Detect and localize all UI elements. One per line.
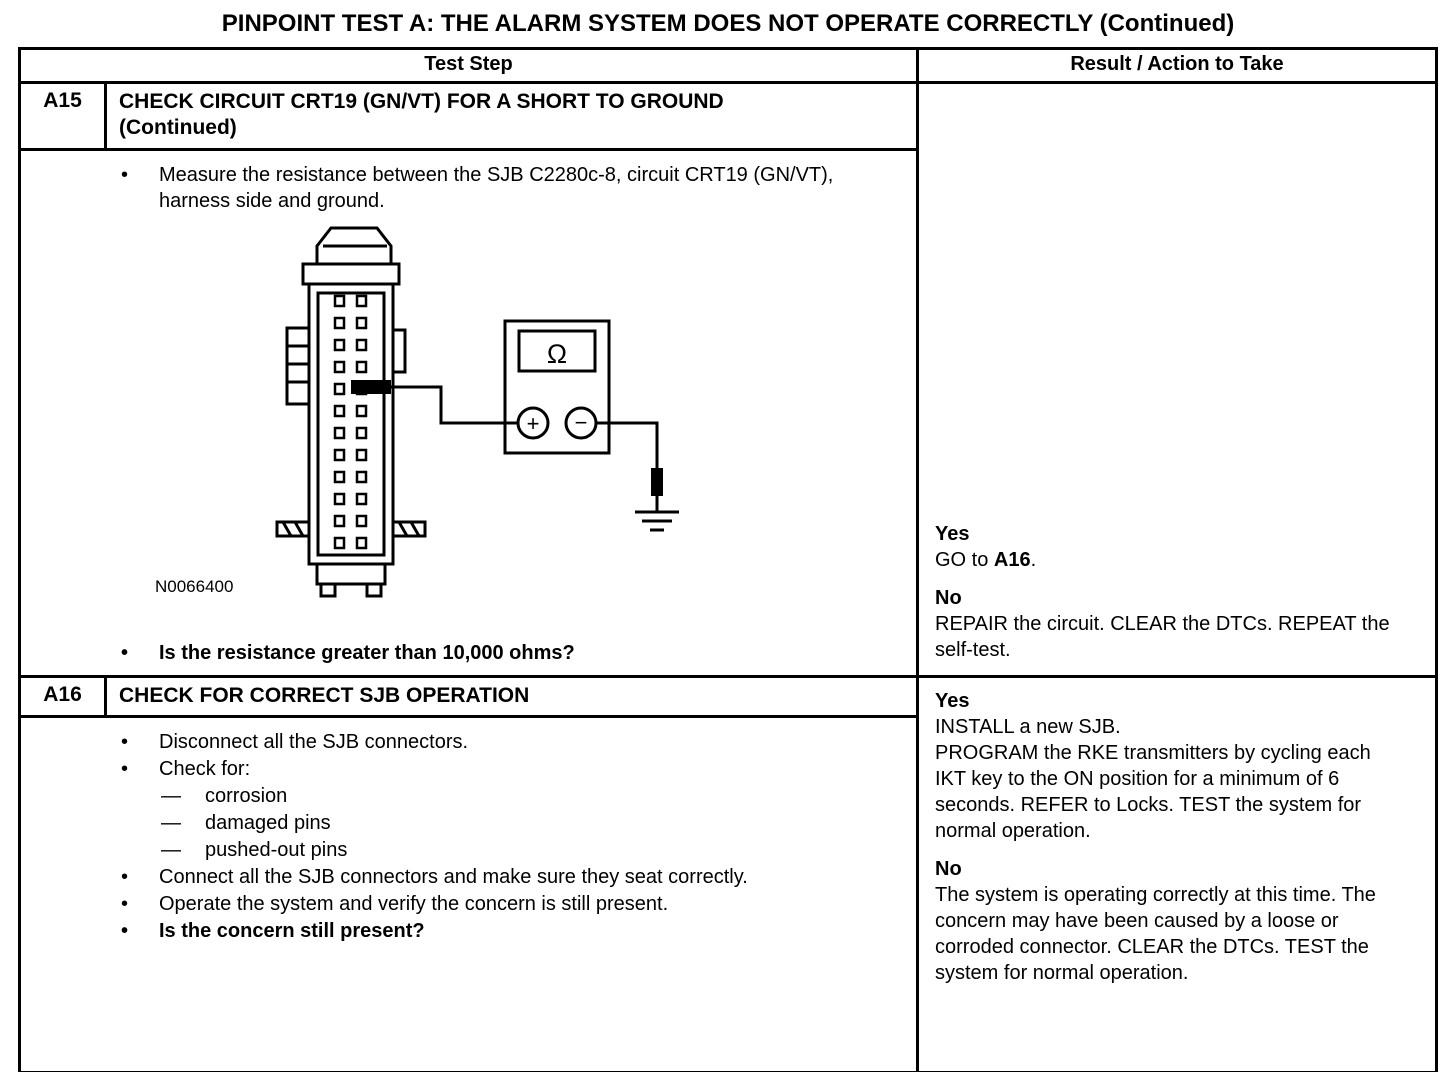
a16-sub-item-text: corrosion [205, 784, 288, 807]
bullet-marker: • [121, 163, 129, 186]
a16-step-text: Connect all the SJB connectors and make sure they seat correctly. [159, 865, 748, 888]
a16-sub-item [29, 810, 906, 836]
a16-step-body [21, 718, 916, 1071]
a15-test-step-cell [21, 84, 919, 675]
plus-terminal-icon: + [526, 410, 540, 436]
a15-step-id: A15 [21, 84, 107, 148]
a15-step-header [21, 84, 916, 151]
a15-step-body [21, 151, 916, 675]
a16-step-title: CHECK FOR CORRECT SJB OPERATION [119, 683, 530, 707]
resistance-measurement-diagram [139, 224, 839, 609]
measurement-lead-wire [391, 387, 517, 423]
dash-marker: — [161, 784, 181, 807]
bullet-marker: • [121, 865, 129, 888]
minus-terminal-icon: − [574, 409, 588, 435]
a15-step-title-line1: CHECK CIRCUIT CRT19 (GN/VT) FOR A SHORT TO GROUND [119, 90, 724, 113]
a16-result-action-cell [919, 678, 1435, 1071]
a16-step-text: Operate the system and verify the concern is still present. [159, 892, 669, 915]
a16-sub-item-text: pushed-out pins [205, 838, 348, 861]
a16-no-action: The system is operating correctly at this time. The concern may have been caused by a loose or corroded connector. CLEAR the DTCs. TEST the system for normal operation. [935, 883, 1376, 984]
column-header-result-action: Result / Action to Take [1070, 53, 1284, 75]
a15-yes-label: Yes [935, 522, 970, 545]
a16-step-text: Check for: [159, 757, 251, 780]
connector-pins [335, 296, 366, 548]
a15-procedure-step-text: Measure the resistance between the SJB C2280c-8, circuit CRT19 (GN/VT), harness side and ground. [159, 163, 834, 212]
a16-sub-item [29, 837, 906, 863]
probe-contact [351, 380, 391, 394]
a16-no-label: No [935, 857, 962, 880]
a15-step-title-line2: (Continued) [119, 116, 237, 140]
a15-procedure-step [29, 162, 906, 214]
a15-yes-action-prefix: GO to [935, 548, 994, 571]
a16-yes-action-line1: INSTALL a new SJB. [935, 715, 1121, 738]
dash-marker: — [161, 811, 181, 834]
a15-yes-action-suffix: . [1030, 548, 1037, 571]
a15-yes-action-step-ref: A16 [993, 548, 1031, 571]
bullet-marker: • [121, 892, 129, 915]
dash-marker: — [161, 838, 181, 861]
a16-question-step [29, 918, 906, 944]
ground-lead-wire [596, 423, 657, 468]
connector-illustration [277, 228, 425, 596]
test-step-a15-section [21, 84, 1435, 678]
bullet-marker: • [121, 919, 129, 942]
a16-procedure-step [29, 729, 906, 755]
omega-symbol: Ω [546, 338, 568, 369]
a15-result-action-cell [919, 84, 1435, 675]
test-step-a16-section [21, 678, 1435, 1071]
column-header-test-step: Test Step [21, 50, 919, 81]
bullet-marker: • [121, 641, 129, 664]
a15-test-figure [29, 224, 906, 626]
a16-procedure-step [29, 864, 906, 890]
a16-step-text: Disconnect all the SJB connectors. [159, 730, 469, 753]
a15-question-step [29, 640, 906, 666]
a16-step-id: A16 [21, 678, 107, 715]
a15-no-action: REPAIR the circuit. CLEAR the DTCs. REPEAT the self-test. [935, 612, 1390, 661]
a16-sub-item-text: damaged pins [205, 811, 331, 834]
pinpoint-test-table [18, 47, 1438, 1072]
page-title: PINPOINT TEST A: THE ALARM SYSTEM DOES NOT OPERATE CORRECTLY (Continued) [221, 10, 1235, 37]
ground-probe [651, 468, 663, 496]
ground-symbol-icon [635, 496, 679, 530]
a16-yes-action-line2: PROGRAM the RKE transmitters by cycling each IKT key to the ON position for a minimum of 6 seconds. REFER to Locks. TEST the system for normal operation. [935, 741, 1371, 842]
a16-procedure-step [29, 756, 906, 782]
a15-yes-action [935, 547, 1391, 573]
table-header-row [21, 50, 1435, 84]
a16-sub-item [29, 783, 906, 809]
bullet-marker: • [121, 730, 129, 753]
a16-step-header [21, 678, 916, 718]
a16-test-step-cell [21, 678, 919, 1071]
bullet-marker: • [121, 757, 129, 780]
a15-question-text: Is the resistance greater than 10,000 ohms? [159, 641, 575, 664]
a15-step-title [107, 84, 916, 148]
a15-no-label: No [935, 586, 962, 609]
a16-yes-label: Yes [935, 689, 970, 712]
a16-procedure-step [29, 891, 906, 917]
a16-question-text: Is the concern still present? [159, 919, 425, 942]
figure-reference-label: N0066400 [155, 576, 234, 596]
